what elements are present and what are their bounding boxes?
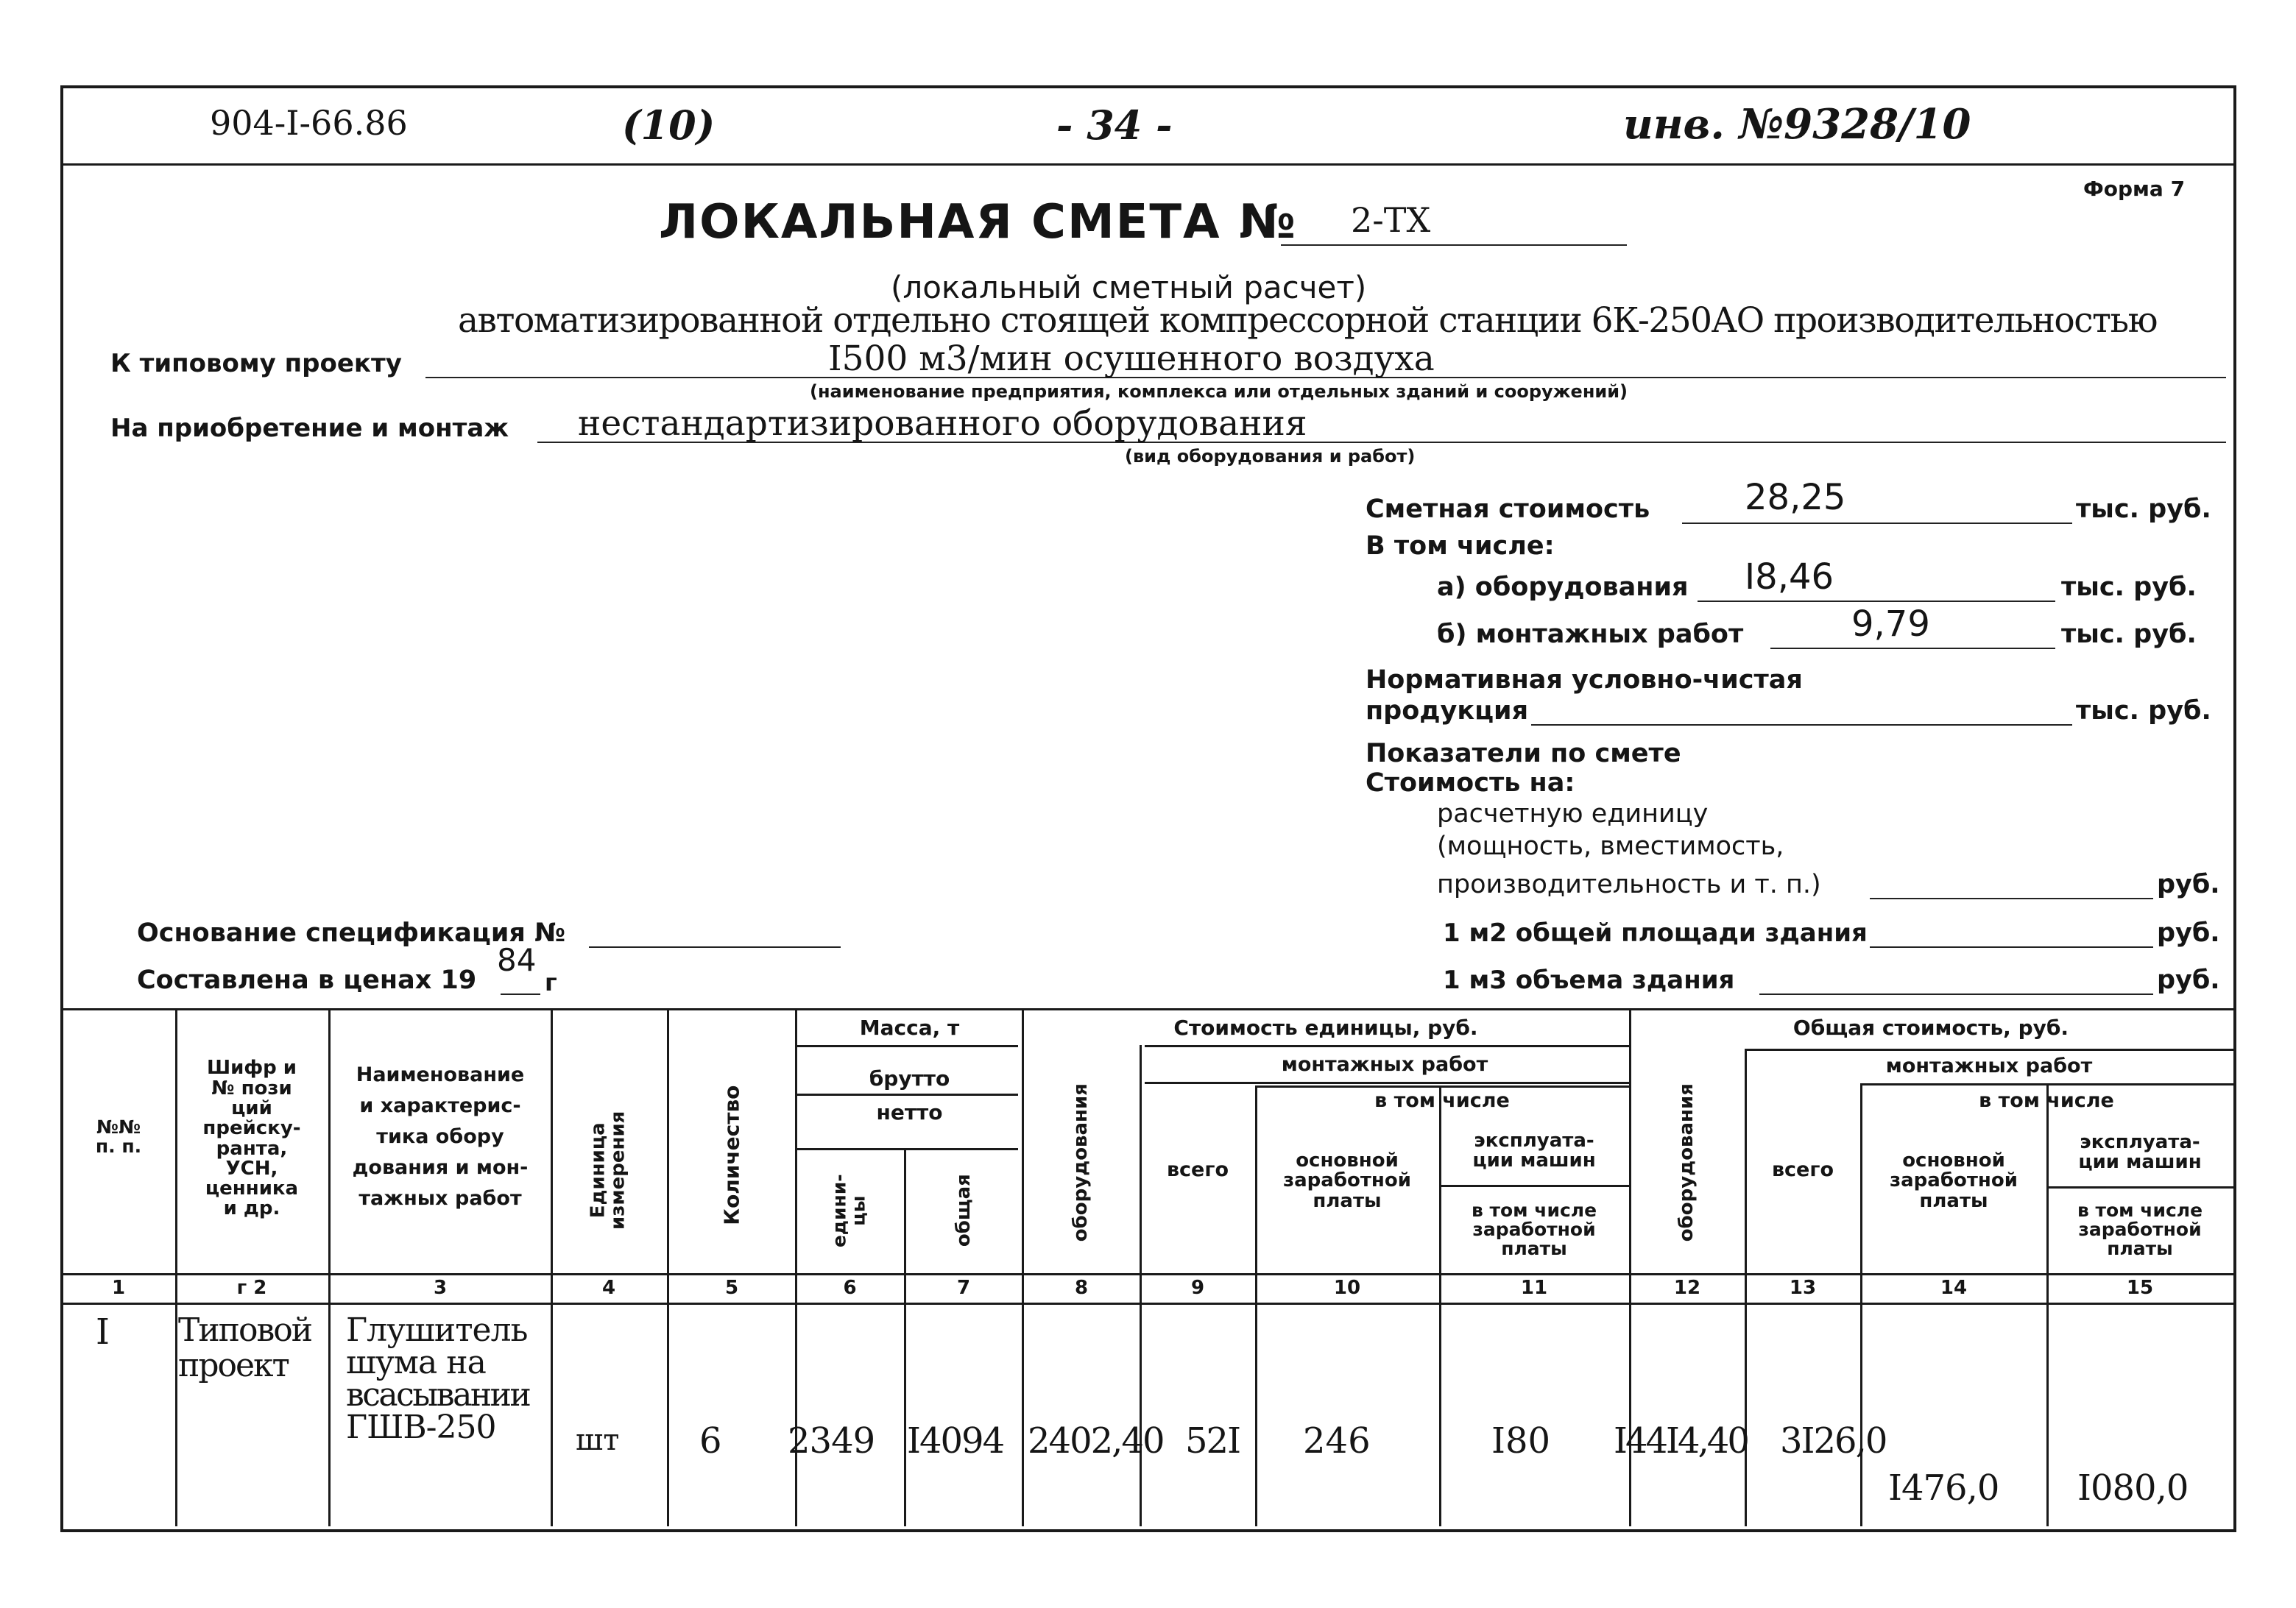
calc-unit-line2: (мощность, вместимость, — [1437, 832, 1784, 861]
header-total-cost: Общая стоимость, руб. — [1792, 1016, 2069, 1041]
row-equip-unit: 2402,40 — [1028, 1420, 1164, 1462]
album-number: (10) — [622, 102, 716, 149]
row-machines-unit: I80 — [1491, 1420, 1551, 1462]
row-name-line1: Глушитель — [346, 1311, 528, 1349]
net-rule — [797, 1148, 1018, 1150]
row-mass-unit: 2349 — [788, 1420, 875, 1462]
volume-rub: руб. — [2157, 966, 2220, 995]
header-unit: Единица измерения — [587, 1111, 629, 1230]
unitcost-incl-rule — [1145, 1082, 1629, 1084]
col-rule-14 — [2046, 1083, 2049, 1526]
header-incl-unit: в том числе — [1374, 1088, 1510, 1112]
page-number: - 34 - — [1056, 102, 1173, 149]
cost-unit: тыс. руб. — [2076, 495, 2211, 524]
spec-label: Основание спецификация № — [137, 918, 566, 948]
colnum-2: г 2 — [236, 1277, 267, 1300]
unitcost-machines-rule — [1441, 1185, 1629, 1187]
cost-underline — [1682, 523, 2072, 524]
volume-underline — [1759, 994, 2153, 995]
header-install-total: монтажных работ — [1885, 1054, 2093, 1077]
row-name-line2: шума на — [346, 1344, 486, 1381]
spec-underline — [589, 946, 841, 948]
equipment-label: а) оборудования — [1437, 573, 1689, 602]
col-rule-2 — [328, 1008, 331, 1526]
calc-unit-line1: расчетную единицу — [1437, 799, 1709, 829]
row-code-line2: проект — [178, 1347, 289, 1384]
header-num: №№ п. п. — [95, 1116, 142, 1157]
colnum-15: 15 — [2126, 1277, 2154, 1300]
row-machines-total: I080,0 — [2077, 1467, 2189, 1509]
prices-suffix: г — [545, 968, 557, 996]
normative-underline — [1531, 724, 2072, 726]
row-equip-total: I44I4,40 — [1614, 1420, 1748, 1462]
row-code-line1: Типовой — [178, 1311, 312, 1349]
colnum-13: 13 — [1789, 1277, 1817, 1300]
header-install-unit: монтажных работ — [1281, 1052, 1488, 1076]
project-code: 904-I-66.86 — [210, 103, 408, 143]
row-num: I — [96, 1311, 110, 1353]
colnum-bottom-rule — [60, 1303, 2233, 1305]
header-machines-total: эксплуата- ции машин — [2078, 1130, 2202, 1173]
header-all-unit: всего — [1166, 1158, 1229, 1181]
cost-label: Сметная стоимость — [1366, 495, 1650, 524]
colnum-11: 11 — [1520, 1277, 1548, 1300]
header-equip-total: оборудования — [1675, 1083, 1698, 1242]
area-label: 1 м2 общей площади здания — [1443, 918, 1868, 948]
normative-unit: тыс. руб. — [2076, 696, 2211, 726]
installation-value: 9,79 — [1851, 603, 1930, 645]
colnum-5: 5 — [724, 1277, 739, 1300]
row-install-unit: 52I — [1185, 1420, 1240, 1462]
colnum-3: 3 — [433, 1277, 448, 1300]
colnum-6: 6 — [843, 1277, 857, 1300]
col-rule-4 — [667, 1008, 669, 1526]
equipment-value: I8,46 — [1745, 556, 1834, 598]
prices-year: 84 — [497, 942, 537, 978]
colnum-8: 8 — [1074, 1277, 1089, 1300]
colnum-9: 9 — [1190, 1277, 1205, 1300]
row-base-total: I476,0 — [1888, 1467, 1999, 1509]
unitcost-install-rule — [1145, 1045, 1629, 1047]
col-rule-6 — [904, 1148, 906, 1526]
form-label: Форма 7 — [2083, 177, 2186, 201]
cost-value: 28,25 — [1745, 477, 1846, 518]
mass-rule — [797, 1045, 1018, 1047]
header-base-wage-total: основной заработной платы — [1890, 1150, 2018, 1212]
normative-label-2: продукция — [1366, 696, 1529, 726]
header-code: Шифр и № пози ций прейску- ранта, УСН, ценника и др. — [202, 1057, 301, 1220]
project-label: К типовому проекту — [110, 349, 402, 378]
equipment-underline — [1698, 601, 2055, 602]
installation-unit: тыс. руб. — [2061, 620, 2197, 649]
header-incl-total: в том числе — [1979, 1088, 2114, 1112]
row-mass-total: I4094 — [907, 1420, 1004, 1462]
row-unit: шт — [576, 1423, 620, 1457]
project-name-line1: автоматизированной отдельно стоящей компрессорной станции 6К-250АО производительностью — [458, 300, 2158, 341]
prices-label: Составлена в ценах 19 — [137, 966, 477, 995]
area-rub: руб. — [2157, 918, 2220, 948]
header-mass-total: общая — [952, 1174, 975, 1247]
indicators-label: Показатели по смете — [1366, 739, 1681, 768]
colnum-1: 1 — [111, 1277, 126, 1300]
normative-label-1: Нормативная условно-чистая — [1366, 665, 1803, 695]
area-underline — [1870, 946, 2153, 948]
header-divider — [60, 163, 2233, 166]
estimate-subtitle: (локальный сметный расчет) — [891, 269, 1367, 305]
purchase-caption: (вид оборудования и работ) — [1125, 446, 1416, 467]
header-gross: брутто — [869, 1066, 950, 1091]
installation-label: б) монтажных работ — [1437, 620, 1744, 649]
row-install-total: 3I26,0 — [1780, 1420, 1887, 1462]
header-qty: Количество — [719, 1085, 744, 1226]
purchase-value: нестандартизированного оборудования — [578, 403, 1307, 444]
colnum-7: 7 — [956, 1277, 971, 1300]
colnum-14: 14 — [1940, 1277, 1968, 1300]
estimate-heading: ЛОКАЛЬНАЯ СМЕТА № — [659, 195, 1297, 249]
header-machines-unit: эксплуата- ции машин — [1472, 1129, 1596, 1172]
calc-unit-underline — [1870, 898, 2153, 899]
header-net: нетто — [876, 1100, 943, 1125]
header-equip-unit: оборудования — [1070, 1083, 1092, 1242]
volume-label: 1 м3 объема здания — [1443, 966, 1735, 995]
header-all-total: всего — [1771, 1158, 1834, 1181]
colnum-10: 10 — [1333, 1277, 1361, 1300]
estimate-number-underline — [1281, 244, 1627, 246]
project-caption: (наименование предприятия, комплекса или отдельных зданий и сооружений) — [810, 381, 1628, 402]
colnum-4: 4 — [601, 1277, 616, 1300]
row-qty: 6 — [699, 1420, 722, 1462]
project-name-line2: I500 м3/мин осушенного воздуха — [828, 339, 1435, 379]
installation-underline — [1770, 648, 2055, 649]
calc-unit-rub: руб. — [2157, 870, 2220, 899]
calc-unit-line3: производительность и т. п.) — [1437, 870, 1821, 899]
row-name-line3: всасывании — [346, 1376, 530, 1414]
row-base-unit: 246 — [1303, 1420, 1371, 1462]
header-name: Наименование и характерис- тика обору дования и мон- тажных работ — [352, 1063, 529, 1210]
purchase-label: На приобретение и монтаж — [110, 414, 509, 443]
header-machines-wage-unit: в том числе заработной платы — [1471, 1199, 1597, 1260]
equipment-unit: тыс. руб. — [2061, 573, 2197, 602]
including-label: В том числе: — [1366, 531, 1555, 561]
row-name-line4: ГШВ-250 — [346, 1409, 496, 1446]
header-mass: Масса, т — [859, 1016, 960, 1041]
estimate-number: 2-ТХ — [1351, 200, 1431, 240]
inventory-number: инв. №9328/10 — [1623, 100, 1971, 149]
cost-per-label: Стоимость на: — [1366, 768, 1575, 798]
header-mass-unit: едини- цы — [828, 1174, 869, 1247]
prices-year-underline — [501, 994, 540, 995]
header-machines-wage-total: в том числе заработной платы — [2077, 1199, 2203, 1260]
header-base-wage-unit: основной заработной платы — [1283, 1150, 1411, 1212]
gross-rule — [797, 1094, 1018, 1096]
col-rule-7 — [1022, 1008, 1024, 1526]
header-unit-cost: Стоимость единицы, руб. — [1173, 1016, 1478, 1041]
colnum-12: 12 — [1673, 1277, 1701, 1300]
table-top-rule — [60, 1008, 2233, 1010]
